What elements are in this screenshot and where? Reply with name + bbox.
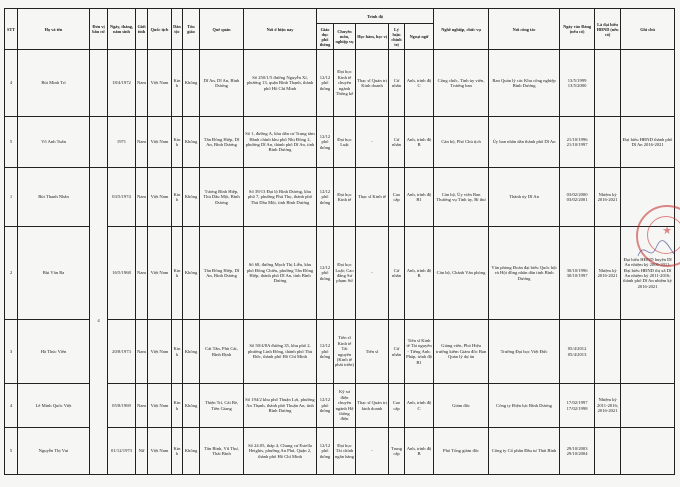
cell-workplace: Ban Quản lý các Khu công nghiệp Bình Dương <box>489 50 560 117</box>
table-row <box>5 50 675 117</box>
cell-council-member: Nhiệm kỳ 2011-2016; 2016-2021 <box>595 384 621 428</box>
cell-occupation: Cán bộ, Chánh Văn phòng <box>434 227 489 320</box>
header-party-date: Ngày vào Đảng (nếu có) <box>560 9 595 50</box>
cell-edu-language: Anh, trình độ B <box>405 117 434 168</box>
cell-ethnicity: Kinh <box>172 117 183 168</box>
header-edu-general: Giáo dục phổ thông <box>317 24 334 50</box>
cell-name: Bùi Minh Trí <box>18 50 90 117</box>
cell-stt: 3 <box>5 320 18 384</box>
cell-notes: Đại biểu HĐND thành phố Dĩ An 2016-2021 <box>621 117 675 168</box>
header-ethnicity: Dân tộc <box>172 9 183 50</box>
cell-religion: Không <box>183 227 200 320</box>
header-row <box>5 9 675 24</box>
cell-council-member <box>595 50 621 117</box>
cell-edu-language: Anh, trình độ B <box>405 227 434 320</box>
cell-nationality: Việt Nam <box>148 117 172 168</box>
cell-occupation: Phó Tổng giám đốc <box>434 428 489 475</box>
header-residence: Nơi ở hiện nay <box>244 9 317 50</box>
cell-workplace: Trường Đại học Việt Đức <box>489 320 560 384</box>
cell-edu-general: 12/12 phổ thông <box>317 50 334 117</box>
cell-hometown: Dĩ An, Dĩ An, Bình Dương <box>200 50 244 117</box>
cell-edu-language: Anh, trình độ C <box>405 384 434 428</box>
cell-edu-political: Cử nhân <box>389 320 405 384</box>
header-stt: STT <box>5 9 18 50</box>
cell-name: Bùi Thanh Nhân <box>18 168 90 227</box>
cell-edu-professional: Đại học Kinh tế chuyên ngành Thống kê <box>334 50 356 117</box>
header-occupation: Nghề nghiệp, chức vụ <box>434 9 489 50</box>
cell-notes <box>621 384 675 428</box>
header-education-group: Trình độ <box>317 9 434 24</box>
cell-nationality: Việt Nam <box>148 428 172 475</box>
cell-occupation: Giảng viên, Phó Hiệu trưởng kiêm Giám đốc Ban Quản lý dự án <box>434 320 489 384</box>
cell-occupation: Cán bộ, Ủy viên Ban Thường vụ Tỉnh ủy, Bí thư <box>434 168 489 227</box>
header-edu-political: Lý luận chính trị <box>389 24 405 50</box>
cell-dob: 01/12/1973 <box>108 428 136 475</box>
cell-edu-degree: Thạc sĩ Quản trị Kinh doanh <box>356 50 389 117</box>
candidate-table <box>4 8 675 475</box>
cell-stt: 5 <box>5 117 18 168</box>
cell-religion: Không <box>183 168 200 227</box>
cell-dob: 05/8/1969 <box>108 384 136 428</box>
cell-notes <box>621 320 675 384</box>
cell-nationality: Việt Nam <box>148 168 172 227</box>
cell-workplace: Ủy ban nhân dân thành phố Dĩ An <box>489 117 560 168</box>
cell-gender: Nam <box>136 50 148 117</box>
cell-name: Võ Anh Tuấn <box>18 117 90 168</box>
header-edu-degree: Học hàm, học vị <box>356 24 389 50</box>
cell-name: Lê Minh Quốc Việt <box>18 384 90 428</box>
cell-hometown: Tân Đông Hiệp, Dĩ An, Bình Dương <box>200 117 244 168</box>
cell-hometown: Tương Bình Hiệp, Thủ Dầu Một, Bình Dương <box>200 168 244 227</box>
cell-hometown: Tân Bình, Vũ Thư, Thái Bình <box>200 428 244 475</box>
cell-stt: 5 <box>5 428 18 475</box>
header-council-member: Là đại biểu HĐND (nếu có) <box>595 9 621 50</box>
cell-edu-general: 12/12 phổ thông <box>317 320 334 384</box>
cell-gender: Nữ <box>136 428 148 475</box>
cell-unit-shared: 4 <box>90 168 108 475</box>
cell-edu-political: Cử nhân <box>389 227 405 320</box>
cell-unit <box>90 50 108 117</box>
cell-dob: 20/8/1973 <box>108 320 136 384</box>
cell-workplace: Công ty Cổ phần Đầu tư Thái Bình <box>489 428 560 475</box>
cell-religion: Không <box>183 384 200 428</box>
header-workplace: Nơi công tác <box>489 9 560 50</box>
cell-ethnicity: Kinh <box>172 227 183 320</box>
cell-occupation: Giám đốc <box>434 384 489 428</box>
cell-ethnicity: Kinh <box>172 320 183 384</box>
cell-ethnicity: Kinh <box>172 168 183 227</box>
cell-edu-degree: - <box>356 428 389 475</box>
cell-edu-language: Tiến sĩ Kinh tế Tài nguyên - Tiếng Anh; Pháp, trình độ B1 <box>405 320 434 384</box>
header-edu-language: Ngoại ngữ <box>405 24 434 50</box>
header-dob: Ngày, tháng, năm sinh <box>108 9 136 50</box>
cell-edu-political: Cao cấp <box>389 384 405 428</box>
cell-gender: Nam <box>136 227 148 320</box>
cell-gender: Nam <box>136 168 148 227</box>
cell-workplace: Văn phòng Đoàn đại biểu Quốc hội và Hội đồng nhân dân tỉnh Bình Dương <box>489 227 560 320</box>
cell-edu-professional: Đại học Luật <box>334 117 356 168</box>
cell-council-member <box>595 117 621 168</box>
cell-edu-political: Cử nhân <box>389 50 405 117</box>
cell-party-date: 30/10/1996 30/10/1997 <box>560 227 595 320</box>
cell-council-member <box>595 320 621 384</box>
header-hometown: Quê quán <box>200 9 244 50</box>
cell-ethnicity: Kinh <box>172 50 183 117</box>
header-notes: Ghi chú <box>621 9 675 50</box>
cell-residence: Số 1, đường A, khu dân cư Trung tâm Hành chính khu phố Nhị Đồng 2, phường Dĩ An, thành phố Dĩ An, tỉnh Bình Dương <box>244 117 317 168</box>
cell-hometown: Cát Tân, Phù Cát, Bình Định <box>200 320 244 384</box>
cell-edu-language: Anh, trình độ B1 <box>405 168 434 227</box>
cell-gender: Nam <box>136 117 148 168</box>
cell-unit <box>90 117 108 168</box>
cell-edu-general: 12/12 phổ thông <box>317 384 334 428</box>
cell-gender: Nam <box>136 320 148 384</box>
header-nationality: Quốc tịch <box>148 9 172 50</box>
handwritten-signature <box>636 236 676 266</box>
cell-edu-degree: - <box>356 227 389 320</box>
cell-religion: Không <box>183 50 200 117</box>
cell-edu-general: 12/12 phổ thông <box>317 117 334 168</box>
cell-edu-political: Cử nhân <box>389 117 405 168</box>
cell-edu-political: Trung cấp <box>389 428 405 475</box>
cell-edu-language: Anh, trình độ B <box>405 428 434 475</box>
cell-party-date: 05/4/2012 05/4/2013 <box>560 320 595 384</box>
cell-party-date: 29/10/2003 29/10/2004 <box>560 428 595 475</box>
cell-name: Hà Thúc Viên <box>18 320 90 384</box>
cell-nationality: Việt Nam <box>148 227 172 320</box>
cell-edu-degree: Tiến sĩ <box>356 320 389 384</box>
cell-edu-general: 12/12 phổ thông <box>317 168 334 227</box>
cell-nationality: Việt Nam <box>148 384 172 428</box>
cell-workplace: Thành ủy Dĩ An <box>489 168 560 227</box>
header-religion: Tôn giáo <box>183 9 200 50</box>
header-unit: Đơn vị bầu cử <box>90 9 108 50</box>
cell-party-date: 13/5/1999 13/5/2000 <box>560 50 595 117</box>
cell-residence: Số 194/2 khu phố Thuận Lợi, phường An Thạnh, thành phố Thuận An, tỉnh Bình Dương <box>244 384 317 428</box>
cell-workplace: Công ty Điện lực Bình Dương <box>489 384 560 428</box>
cell-ethnicity: Kinh <box>172 428 183 475</box>
cell-edu-degree: Thạc sĩ Quản trị kinh doanh <box>356 384 389 428</box>
cell-occupation: Cán bộ, Phó Chủ tịch <box>434 117 489 168</box>
cell-name: Bùi Văn Ra <box>18 227 90 320</box>
cell-edu-professional: Đại học Luật; Cao đẳng Sư phạm Sử <box>334 227 356 320</box>
seal-star-icon: ★ <box>662 224 672 237</box>
cell-edu-degree: Thạc sĩ Kinh tế <box>356 168 389 227</box>
cell-stt: 2 <box>5 227 18 320</box>
cell-nationality: Việt Nam <box>148 320 172 384</box>
cell-edu-professional: Đại học Tài chính ngân hàng <box>334 428 356 475</box>
cell-edu-political: Cao cấp <box>389 168 405 227</box>
cell-edu-professional: Tiến sĩ Kinh tế Tài nguyên (Kinh tế phát triển) <box>334 320 356 384</box>
cell-residence: Số 50/4/8A đường 35, khu phố 2, phường Linh Đông, thành phố Thủ Đức, thành phố Hồ Chí Minh <box>244 320 317 384</box>
cell-party-date: 17/02/1997 17/02/1998 <box>560 384 595 428</box>
cell-religion: Không <box>183 117 200 168</box>
cell-religion: Không <box>183 428 200 475</box>
cell-hometown: Thiện Trí, Cái Bè, Tiền Giang <box>200 384 244 428</box>
cell-party-date: 03/02/2000 03/02/2001 <box>560 168 595 227</box>
cell-edu-professional: Kỹ sư điện chuyên ngành Hệ thống điện <box>334 384 356 428</box>
cell-residence: Số 39/13 Đại lộ Bình Dương, khu phố 7, phường Phú Thọ, thành phố Thủ Dầu Một, tỉnh Bình Dương <box>244 168 317 227</box>
cell-dob: 16/5/1968 <box>108 227 136 320</box>
cell-party-date: 21/10/1996 21/10/1997 <box>560 117 595 168</box>
cell-ethnicity: Kinh <box>172 384 183 428</box>
header-gender: Giới tính <box>136 9 148 50</box>
cell-council-member <box>595 428 621 475</box>
cell-edu-general: 12/12 phổ thông <box>317 428 334 475</box>
cell-hometown: Tân Đông Hiệp, Dĩ An, Bình Dương <box>200 227 244 320</box>
header-edu-professional: Chuyên môn, nghiệp vụ <box>334 24 356 50</box>
cell-notes: Đại biểu HĐND huyện Dĩ An nhiệm kỳ 2006-2011; Đại biểu HĐND thị xã Dĩ An nhiệm kỳ 2011-2016; thành phố Dĩ An nhiệm kỳ 2016-2021 <box>621 227 675 320</box>
cell-residence: Số 24.05, tháp 4, Chung cư Estella Heights, phường An Phú, Quận 2, thành phố Hồ Chí Minh <box>244 428 317 475</box>
cell-edu-professional: Đại học Kinh tế <box>334 168 356 227</box>
header-name: Họ và tên <box>18 9 90 50</box>
cell-residence: Số 68, đường Mạch Thị Liễu, khu phố Đông Chiêu, phường Tân Đông Hiệp, thành phố Dĩ An, tỉnh Bình Dương <box>244 227 317 320</box>
cell-stt: 1 <box>5 168 18 227</box>
cell-nationality: Việt Nam <box>148 50 172 117</box>
cell-gender: Nam <box>136 384 148 428</box>
cell-council-member: Nhiệm kỳ 2016-2021 <box>595 227 621 320</box>
cell-stt: 4 <box>5 384 18 428</box>
table-row <box>5 117 675 168</box>
cell-religion: Không <box>183 320 200 384</box>
cell-council-member: Nhiệm kỳ 2016-2021 <box>595 168 621 227</box>
cell-edu-general: 12/12 phổ thông <box>317 227 334 320</box>
cell-dob: 03/5/1974 <box>108 168 136 227</box>
cell-name: Nguyễn Thị Vui <box>18 428 90 475</box>
table-row <box>5 168 675 227</box>
cell-edu-language: Anh, trình độ C <box>405 50 434 117</box>
cell-notes <box>621 50 675 117</box>
cell-occupation: Công chức, Tỉnh ủy viên, Trưởng ban <box>434 50 489 117</box>
cell-dob: 1971 <box>108 117 136 168</box>
cell-notes <box>621 428 675 475</box>
cell-edu-degree: - <box>356 117 389 168</box>
cell-stt: 4 <box>5 50 18 117</box>
cell-dob: 18/4/1972 <box>108 50 136 117</box>
cell-residence: Số 250/1/5 đường Nguyễn Xí, phường 13, quận Bình Thạnh, thành phố Hồ Chí Minh <box>244 50 317 117</box>
